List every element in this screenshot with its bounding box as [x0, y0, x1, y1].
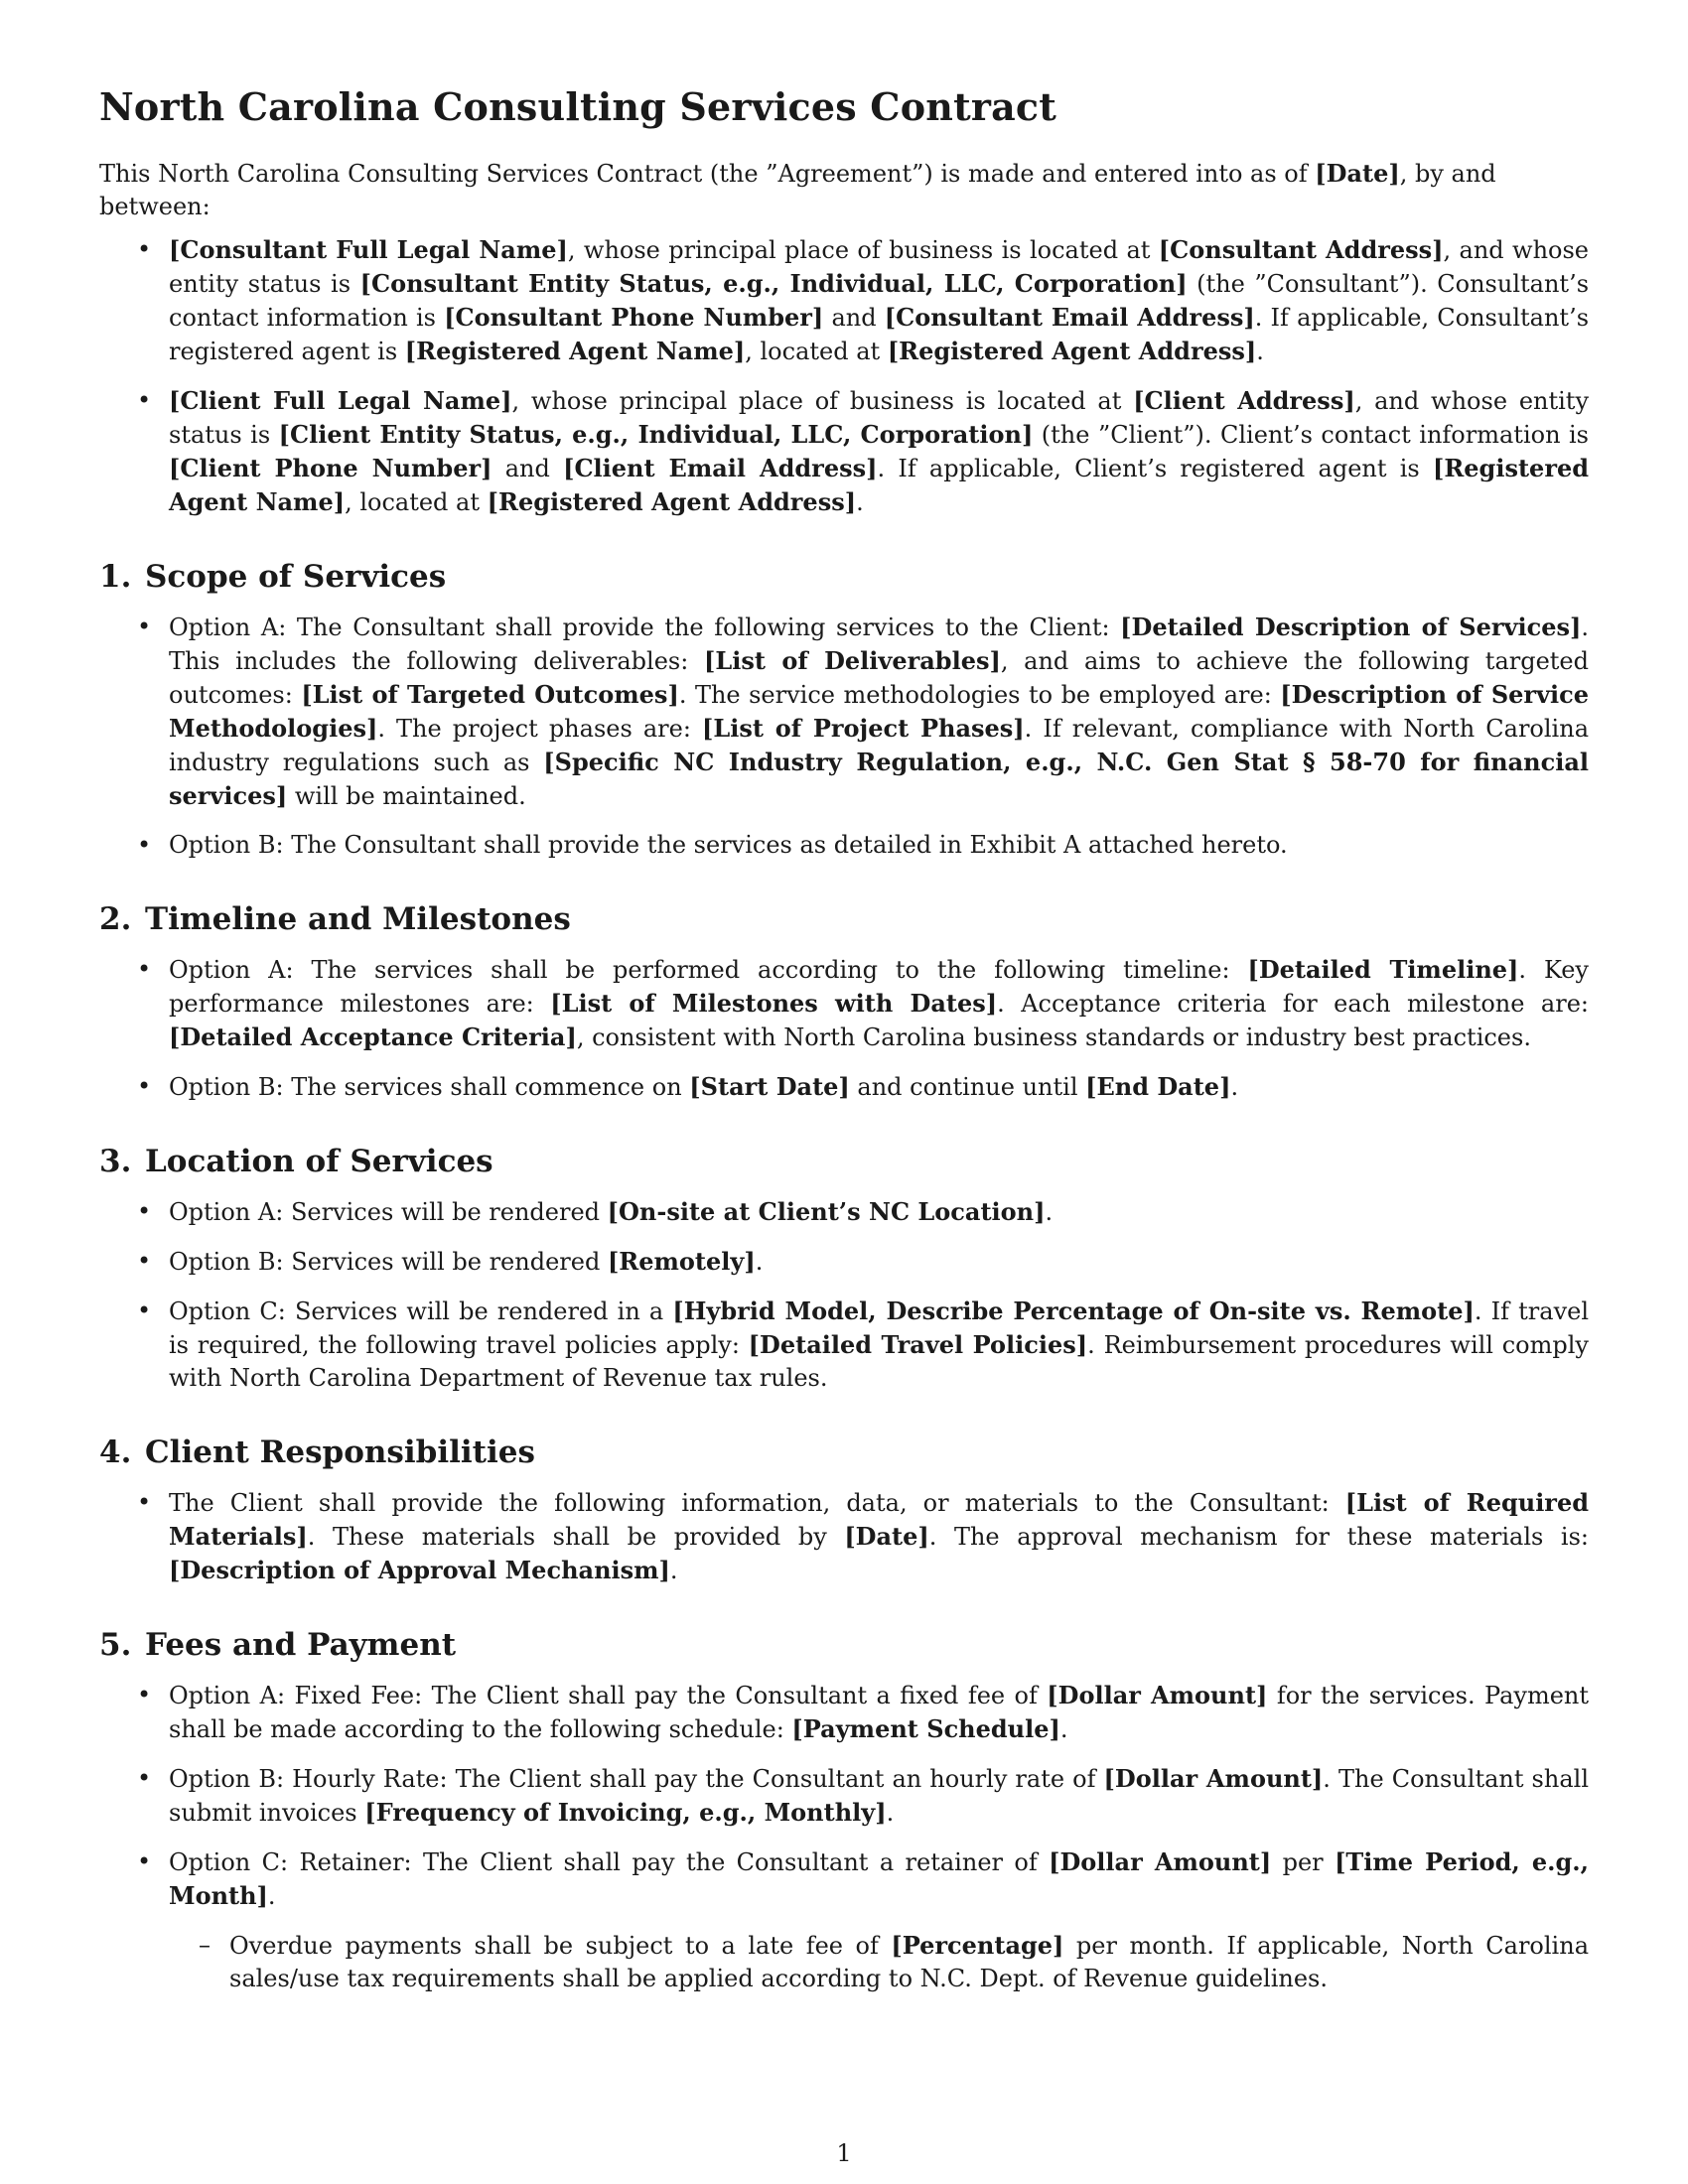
- placeholder-field: [Remotely]: [607, 1247, 756, 1276]
- text-run: , and whose entity status is: [169, 387, 1589, 449]
- text-run: Option A: The Consultant shall provide the following services to the Client:: [169, 614, 1121, 641]
- text-run: per month. If applicable, North Carolina sales/use tax requirements shall be applied according to N.C. Dept. of Revenue guidelines.: [229, 1932, 1589, 1992]
- list-item: [99, 829, 1589, 862]
- text-run: .: [1059, 1715, 1068, 1743]
- placeholder-field: [Consultant Entity Status, e.g., Individual, LLC, Corporation]: [359, 269, 1188, 298]
- text-run: will be maintained.: [287, 782, 526, 810]
- text-run: , consistent with North Carolina business standards or industry best practices.: [576, 1024, 1531, 1051]
- placeholder-field: [Detailed Timeline]: [1247, 955, 1519, 984]
- placeholder-field: [Consultant Address]: [1158, 235, 1444, 264]
- section-heading: [99, 559, 1589, 595]
- document-page: [99, 84, 1589, 2011]
- section-title: Client Responsibilities: [145, 1434, 535, 1470]
- text-run: . The Consultant shall submit invoices: [169, 1765, 1589, 1827]
- section-heading: [99, 1434, 1589, 1470]
- text-run: . If relevant, compliance with North Carolina industry regulations such as: [169, 715, 1590, 776]
- placeholder-field: [Client Full Legal Name]: [169, 386, 512, 415]
- section-title: Fees and Payment: [145, 1627, 457, 1663]
- list-item: [99, 1070, 1589, 1104]
- text-run: , located at: [345, 488, 488, 516]
- placeholder-field: [Client Entity Status, e.g., Individual, LLC, Corporation]: [278, 420, 1034, 449]
- placeholder-field: [Description of Service Methodologies]: [169, 680, 1590, 743]
- text-run: and: [492, 455, 564, 482]
- text-run: (the ”Consultant”). Consultant’s contact information is: [169, 270, 1590, 332]
- text-run: Option C: Services will be rendered in a: [169, 1297, 673, 1325]
- text-run: .: [267, 1882, 276, 1910]
- list-item: [99, 611, 1589, 813]
- text-run: Option A: The services shall be performed according to the following timeline:: [169, 956, 1248, 984]
- placeholder-field: [List of Project Phases]: [701, 714, 1025, 743]
- placeholder-field: [Consultant Email Address]: [884, 303, 1255, 332]
- text-run: Overdue payments shall be subject to a late fee of: [229, 1932, 892, 1960]
- list-item: [99, 1245, 1589, 1279]
- text-run: and: [823, 304, 885, 332]
- text-run: . The project phases are:: [377, 715, 702, 743]
- section-list: [99, 1679, 1589, 1995]
- sections-container: [99, 559, 1589, 1995]
- text-run: .: [1256, 338, 1264, 365]
- text-run: per: [1271, 1848, 1336, 1876]
- placeholder-field: [Client Email Address]: [563, 454, 878, 482]
- text-run: .: [1230, 1073, 1239, 1101]
- text-run: . If travel is required, the following travel policies apply:: [169, 1297, 1590, 1359]
- text-run: , and whose entity status is: [169, 236, 1590, 298]
- text-run: Option B: Hourly Rate: The Client shall pay the Consultant an hourly rate of: [169, 1765, 1104, 1793]
- text-run: , and aims to achieve the following targeted outcomes:: [169, 647, 1589, 709]
- placeholder-field: [Detailed Description of Services]: [1120, 613, 1582, 641]
- section-title: Location of Services: [145, 1144, 493, 1179]
- placeholder-field: [Registered Agent Address]: [487, 487, 857, 516]
- section-heading: [99, 1144, 1589, 1179]
- placeholder-field: [Payment Schedule]: [791, 1714, 1060, 1743]
- text-run: Option B: The Consultant shall provide the services as detailed in Exhibit A attached hereto.: [169, 831, 1288, 859]
- list-item: [99, 1762, 1589, 1830]
- document-title: North Carolina Consulting Services Contract: [99, 84, 1056, 129]
- text-run: (the ”Client”). Client’s contact information is: [1033, 421, 1590, 449]
- placeholder-field: [List of Milestones with Dates]: [550, 989, 998, 1018]
- list-item: [99, 1679, 1589, 1746]
- text-run: .: [886, 1799, 895, 1827]
- section-heading: [99, 1627, 1589, 1663]
- placeholder-field: [Client Address]: [1133, 386, 1355, 415]
- text-run: , whose principal place of business is located at: [567, 236, 1159, 264]
- placeholder-field: [Start Date]: [689, 1072, 850, 1101]
- placeholder-field: [Dollar Amount]: [1047, 1681, 1268, 1709]
- section-list: [99, 611, 1589, 862]
- list-item: [99, 1845, 1589, 1995]
- section-number: 5.: [99, 1627, 132, 1663]
- text-run: . The approval mechanism for these materials is:: [928, 1523, 1589, 1551]
- sub-list-item: [169, 1929, 1589, 1995]
- placeholder-field: [Hybrid Model, Describe Percentage of On-site vs. Remote]: [672, 1297, 1475, 1325]
- text-run: This North Carolina Consulting Services Contract (the ”Agreement”) is made and entered into as of: [99, 160, 1316, 188]
- placeholder-field: [Frequency of Invoicing, e.g., Monthly]: [364, 1798, 887, 1827]
- list-item: [99, 1195, 1589, 1229]
- page-number: 1: [836, 2139, 852, 2167]
- list-item: [99, 1486, 1589, 1587]
- placeholder-field: [Description of Approval Mechanism]: [169, 1556, 670, 1584]
- placeholder-field: [Percentage]: [891, 1931, 1064, 1960]
- placeholder-field: [Detailed Acceptance Criteria]: [169, 1023, 577, 1051]
- placeholder-field: [Registered Agent Name]: [169, 454, 1590, 516]
- text-run: .: [755, 1248, 764, 1276]
- placeholder-field: [List of Deliverables]: [704, 646, 1001, 675]
- placeholder-field: [Registered Agent Address]: [887, 337, 1257, 365]
- text-run: . Acceptance criteria for each milestone are:: [997, 990, 1589, 1018]
- placeholder-field: [Client Phone Number]: [169, 454, 492, 482]
- section-title: Scope of Services: [145, 559, 447, 595]
- intro-paragraph: [99, 157, 1589, 223]
- text-run: . Reimbursement procedures will comply with North Carolina Department of Revenue tax rules.: [169, 1331, 1589, 1392]
- placeholder-field: [Dollar Amount]: [1103, 1764, 1324, 1793]
- placeholder-field: [Consultant Full Legal Name]: [169, 235, 568, 264]
- section-number: 3.: [99, 1144, 132, 1179]
- text-run: Option A: Services will be rendered: [169, 1198, 608, 1226]
- placeholder-field: [Registered Agent Name]: [404, 337, 746, 365]
- section-list: [99, 953, 1589, 1104]
- placeholder-field: [List of Required Materials]: [169, 1488, 1590, 1551]
- list-item: [99, 953, 1589, 1054]
- placeholder-field: [Date]: [844, 1522, 929, 1551]
- text-run: .: [669, 1557, 678, 1584]
- text-run: . These materials shall be provided by: [307, 1523, 845, 1551]
- section-list: [99, 1195, 1589, 1395]
- party-consultant: [99, 233, 1589, 368]
- placeholder-field: [Date]: [1315, 159, 1400, 188]
- text-run: Option C: Retainer: The Client shall pay the Consultant a retainer of: [169, 1848, 1050, 1876]
- text-run: Option B: The services shall commence on: [169, 1073, 690, 1101]
- party-client: [99, 384, 1589, 519]
- placeholder-field: [Consultant Phone Number]: [444, 303, 824, 332]
- text-run: , located at: [745, 338, 888, 365]
- placeholder-field: [Specific NC Industry Regulation, e.g., N.C. Gen Stat § 58-70 for financial services]: [169, 748, 1589, 810]
- text-run: for the services. Payment shall be made according to the following schedule:: [169, 1682, 1590, 1743]
- sub-list: [169, 1929, 1589, 1995]
- section-number: 4.: [99, 1434, 132, 1470]
- text-run: Option A: Fixed Fee: The Client shall pay the Consultant a fixed fee of: [169, 1682, 1048, 1709]
- text-run: . Key performance milestones are:: [169, 956, 1589, 1018]
- text-run: .: [1045, 1198, 1054, 1226]
- text-run: Option B: Services will be rendered: [169, 1248, 608, 1276]
- section-number: 1.: [99, 559, 132, 595]
- text-run: .: [856, 488, 864, 516]
- placeholder-field: [Time Period, e.g., Month]: [169, 1847, 1590, 1910]
- parties-list: [99, 233, 1589, 519]
- placeholder-field: [Detailed Travel Policies]: [748, 1330, 1088, 1359]
- section-heading: [99, 901, 1589, 937]
- text-run: . This includes the following deliverables:: [169, 614, 1589, 675]
- text-run: . The service methodologies to be employed are:: [678, 681, 1281, 709]
- text-run: . If applicable, Client’s registered agent is: [877, 455, 1433, 482]
- placeholder-field: [List of Targeted Outcomes]: [301, 680, 679, 709]
- section-title: Timeline and Milestones: [145, 901, 571, 937]
- text-run: , whose principal place of business is located at: [511, 387, 1134, 415]
- list-item: [99, 1295, 1589, 1395]
- section-list: [99, 1486, 1589, 1587]
- text-run: , by and between:: [99, 160, 1496, 220]
- text-run: and continue until: [849, 1073, 1086, 1101]
- text-run: . If applicable, Consultant’s registered agent is: [169, 304, 1590, 365]
- section-number: 2.: [99, 901, 132, 937]
- text-run: The Client shall provide the following information, data, or materials to the Consultant:: [169, 1489, 1345, 1517]
- placeholder-field: [On-site at Client’s NC Location]: [607, 1197, 1046, 1226]
- placeholder-field: [Dollar Amount]: [1049, 1847, 1272, 1876]
- placeholder-field: [End Date]: [1085, 1072, 1231, 1101]
